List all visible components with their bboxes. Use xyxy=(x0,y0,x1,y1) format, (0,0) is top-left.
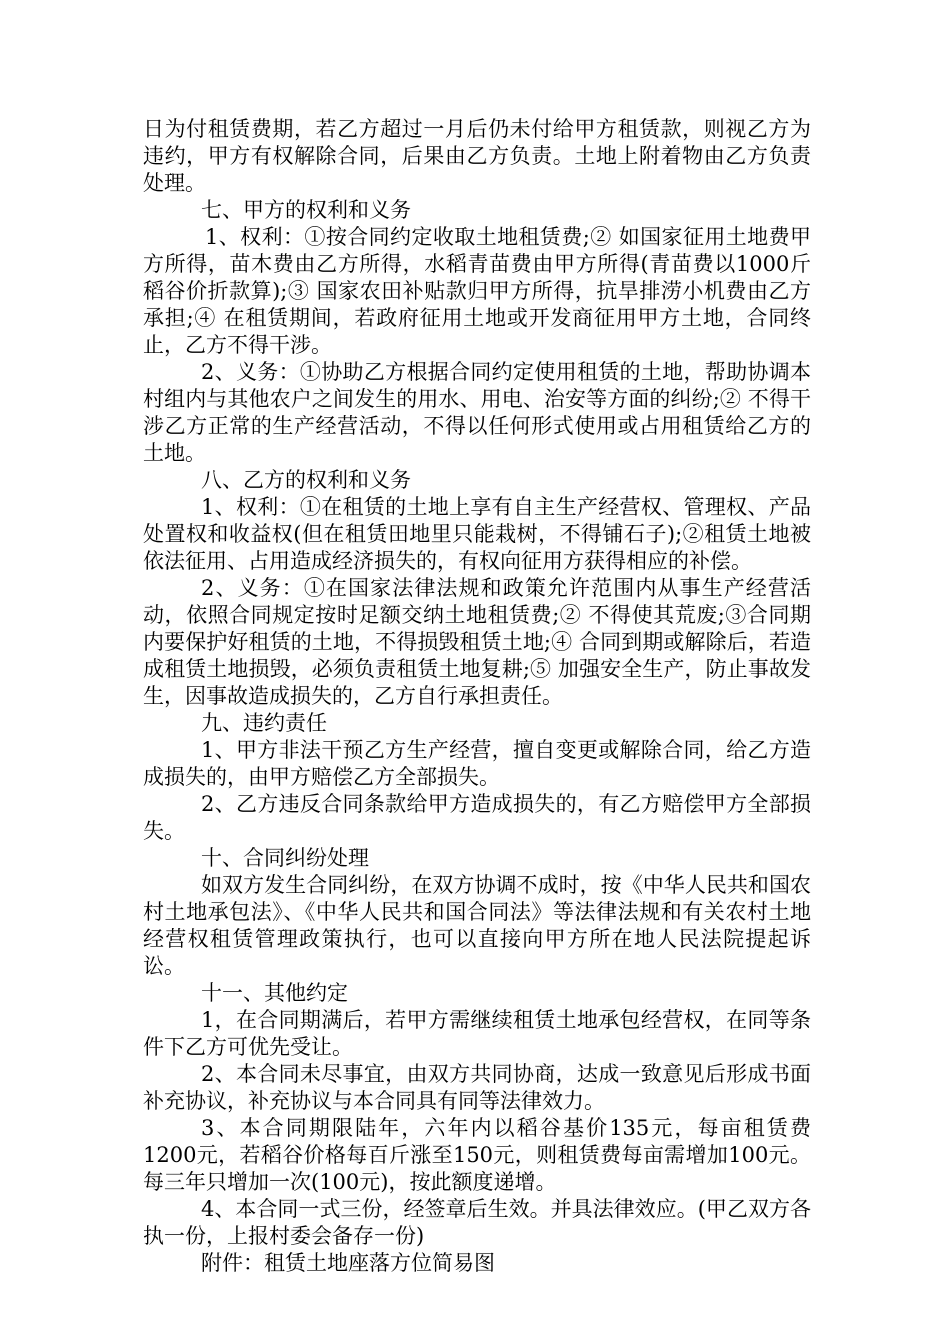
contract-body xyxy=(143,116,811,1277)
section-heading-party-a-rights: 七、甲方的权利和义务 xyxy=(201,198,411,222)
section-heading-breach: 九、违约责任 xyxy=(201,711,327,735)
paragraph-other-1: 1，在合同期满后，若甲方需继续租赁土地承包经营权，在同等条件下乙方可优先受让。 xyxy=(143,1008,811,1059)
paragraph-attachment: 附件：租赁土地座落方位简易图 xyxy=(201,1251,495,1275)
paragraph-party-a-obligations: 2、义务：①协助乙方根据合同约定使用租赁的土地，帮助协调本村组内与其他农户之间发生的用水、用电、治安等方面的纠纷;② 不得干涉乙方正常的生产经营活动，不得以任何形式使用或占用租赁给乙方的土地。 xyxy=(143,360,811,465)
paragraph-breach-party-b: 2、乙方违反合同条款给甲方造成损失的，有乙方赔偿甲方全部损失。 xyxy=(143,792,811,843)
section-heading-party-b-rights: 八、乙方的权利和义务 xyxy=(201,468,411,492)
section-heading-disputes: 十、合同纠纷处理 xyxy=(201,846,369,870)
section-heading-other: 十一、其他约定 xyxy=(201,981,348,1005)
paragraph-payment-terms: 日为付租赁费期，若乙方超过一月后仍未付给甲方租赁款，则视乙方为违约，甲方有权解除合同，后果由乙方负责。土地上附着物由乙方负责处理。 xyxy=(143,117,811,195)
paragraph-other-4: 4、本合同一式三份，经签章后生效。并具法律效应。(甲乙双方各执一份，上报村委会备存一份) xyxy=(143,1197,811,1248)
paragraph-disputes: 如双方发生合同纠纷，在双方协调不成时，按《中华人民共和国农村土地承包法》、《中华人民共和国合同法》等法律法规和有关农村土地经营权租赁管理政策执行，也可以直接向甲方所在地人民法院提起诉讼。 xyxy=(143,873,811,978)
paragraph-other-2: 2、本合同未尽事宜，由双方共同协商，达成一致意见后形成书面补充协议，补充协议与本合同具有同等法律效力。 xyxy=(143,1062,811,1113)
paragraph-party-b-obligations: 2、义务：①在国家法律法规和政策允许范围内从事生产经营活动，依照合同规定按时足额交纳土地租赁费;② 不得使其荒废;③合同期内要保护好租赁的土地，不得损毁租赁土地;④ 合同到期或解除后，若造成租赁土地损毁，必须负责租赁土地复耕;⑤ 加强安全生产，防止事故发生，因事故造成损失的，乙方自行承担责任。 xyxy=(143,576,811,708)
paragraph-party-a-rights: 1、权利：①按合同约定收取土地租赁费;② 如国家征用土地费甲方所得，苗木费由乙方所得，水稻青苗费由甲方所得(青苗费以1000斤稻谷价折款算);③ 国家农田补贴款归甲方所得，抗旱排涝小机费由乙方承担;④ 在租赁期间，若政府征用土地或开发商征用甲方土地，合同终止，乙方不得干涉。 xyxy=(143,225,811,357)
paragraph-party-b-rights: 1、权利：①在租赁的土地上享有自主生产经营权、管理权、产品处置权和收益权(但在租赁田地里只能栽树，不得铺石子);②租赁土地被依法征用、占用造成经济损失的，有权向征用方获得相应的补偿。 xyxy=(143,495,811,573)
paragraph-other-3: 3、本合同期限陆年，六年内以稻谷基价135元，每亩租赁费1200元，若稻谷价格每百斤涨至150元，则租赁费每亩需增加100元。每三年只增加一次(100元)，按此额度递增。 xyxy=(143,1116,811,1194)
paragraph-breach-party-a: 1、甲方非法干预乙方生产经营，擅自变更或解除合同，给乙方造成损失的，由甲方赔偿乙方全部损失。 xyxy=(143,738,811,789)
